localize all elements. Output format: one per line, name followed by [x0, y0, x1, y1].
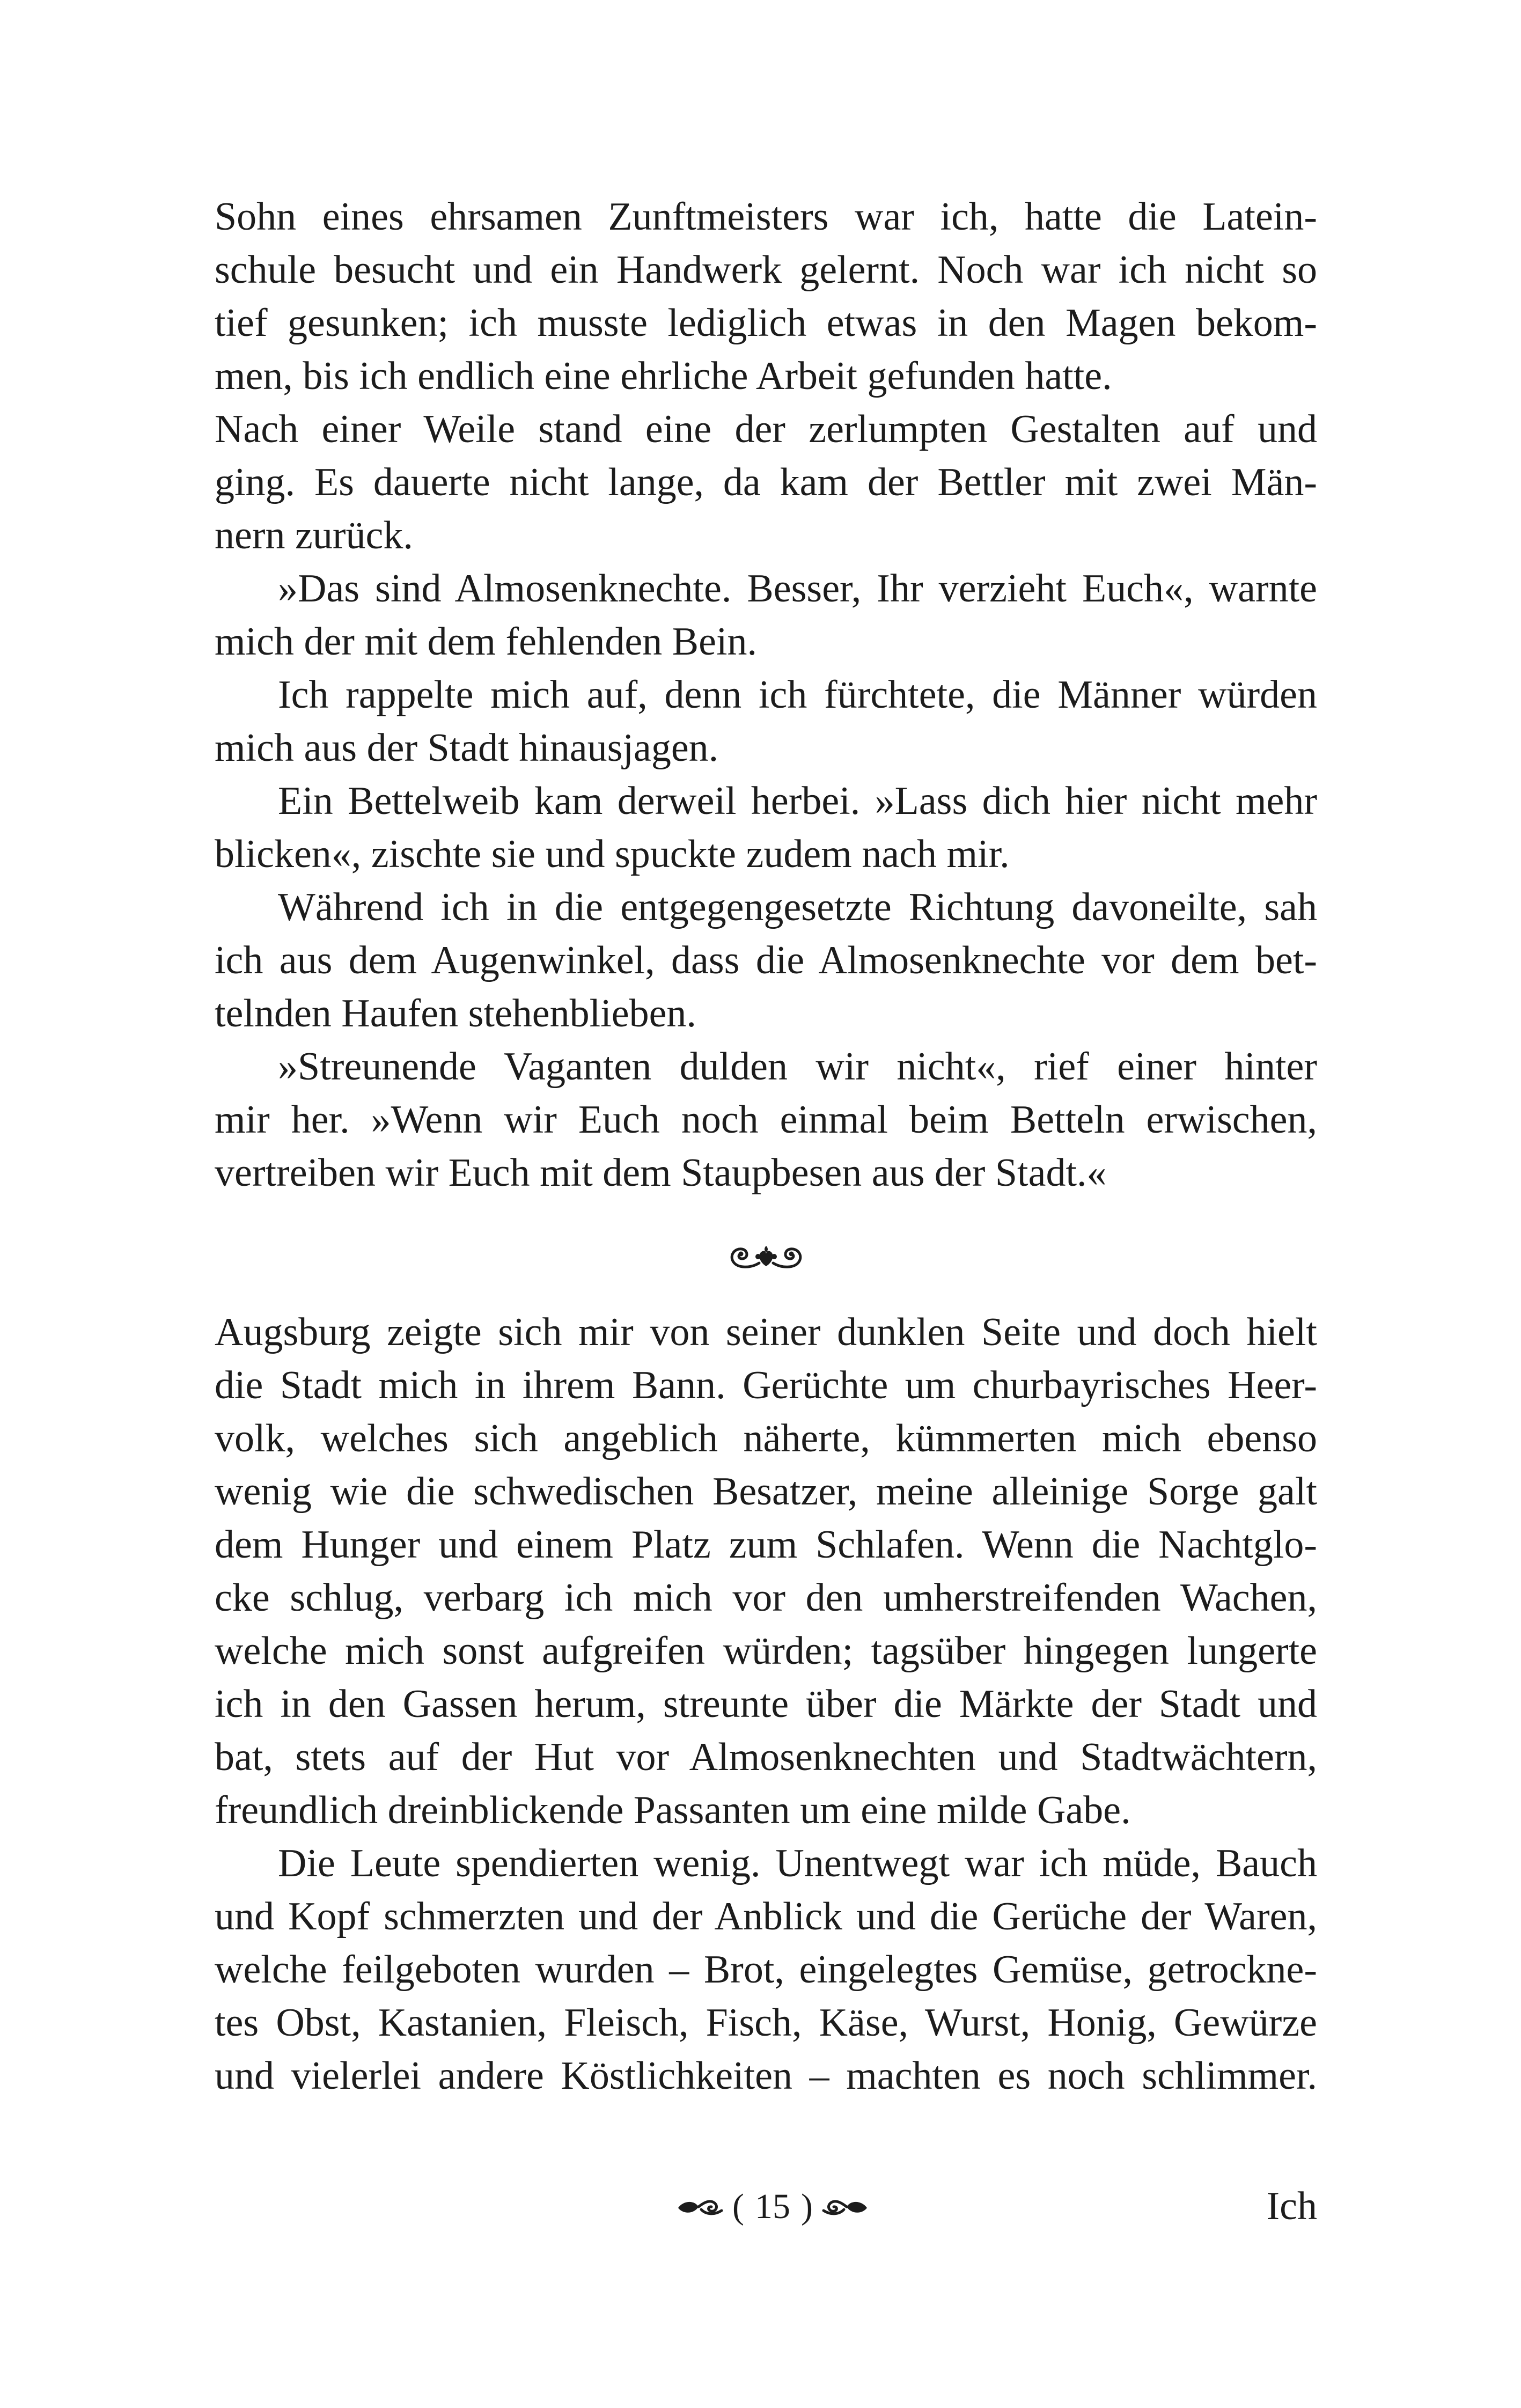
paragraph	[215, 1306, 1317, 1837]
text-line: und Kopf schmerzten und der Anblick und die Gerüche der Waren,	[215, 1895, 1317, 1939]
text-line: cke schlug, verbarg ich mich vor den umherstreifenden Wachen,	[215, 1576, 1317, 1620]
text-line: ging. Es dauerte nicht lange, da kam der Bettler mit zwei Män-	[215, 460, 1317, 504]
paragraph	[215, 562, 1317, 669]
text-line: freundlich dreinblickende Passanten um eine milde Gabe.	[215, 1788, 1131, 1832]
paragraph	[215, 881, 1317, 1040]
text-line: Augsburg zeigte sich mir von seiner dunklen Seite und doch hielt	[215, 1310, 1317, 1354]
text-line: Die Leute spendierten wenig. Unentwegt war ich müde, Bauch	[278, 1841, 1317, 1885]
paragraph	[215, 403, 1317, 562]
text-line: ich aus dem Augenwinkel, dass die Almosenknechte vor dem bet-	[215, 938, 1317, 982]
text-line: Ich rappelte mich auf, denn ich fürchtete, die Männer würden	[278, 673, 1317, 717]
text-line: »Streunende Vaganten dulden wir nicht«, rief einer hinter	[278, 1045, 1317, 1089]
text-line: schule besucht und ein Handwerk gelernt. Noch war ich nicht so	[215, 248, 1317, 292]
text-line: Sohn eines ehrsamen Zunftmeisters war ich, hatte die Latein-	[215, 195, 1317, 239]
text-line: blicken«, zischte sie und spuckte zudem nach mir.	[215, 832, 1010, 876]
text-line: Ein Bettelweib kam derweil herbei. »Lass dich hier nicht mehr	[278, 779, 1317, 823]
text-line: welche mich sonst aufgreifen würden; tagsüber hingegen lungerte	[215, 1629, 1317, 1673]
paragraph	[215, 1040, 1317, 1200]
page-number-bracket-open: (	[732, 2187, 744, 2226]
text-block	[215, 190, 1317, 2103]
text-line: und vielerlei andere Köstlichkeiten – machten es noch schlimmer.	[215, 2054, 1317, 2098]
text-line: Während ich in die entgegengesetzte Richtung davoneilte, sah	[278, 885, 1317, 929]
text-line: die Stadt mich in ihrem Bann. Gerüchte um churbayrisches Heer-	[215, 1363, 1317, 1407]
leaf-scroll-left-icon	[677, 2195, 726, 2219]
text-line: Nach einer Weile stand eine der zerlumpten Gestalten auf und	[215, 407, 1317, 451]
page-number: 15	[755, 2187, 790, 2226]
text-line: tief gesunken; ich musste lediglich etwas in den Magen bekom-	[215, 301, 1317, 345]
catchword: Ich	[1266, 2184, 1317, 2228]
page-number-bracket-close: )	[801, 2187, 813, 2226]
text-line: wenig wie die schwedischen Besatzer, meine alleinige Sorge galt	[215, 1470, 1317, 1514]
text-line: men, bis ich endlich eine ehrliche Arbeit gefunden hatte.	[215, 354, 1112, 398]
text-line: mir her. »Wenn wir Euch noch einmal beim Betteln erwischen,	[215, 1098, 1317, 1142]
paragraph	[215, 775, 1317, 881]
text-line: welche feilgeboten wurden – Brot, eingelegtes Gemüse, getrockne-	[215, 1948, 1317, 1992]
text-section	[215, 1306, 1317, 2103]
text-line: dem Hunger und einem Platz zum Schlafen. Wenn die Nachtglo-	[215, 1523, 1317, 1567]
text-line: bat, stets auf der Hut vor Almosenknechten und Stadtwächtern,	[215, 1735, 1317, 1779]
text-line: vertreiben wir Euch mit dem Staupbesen aus der Stadt.«	[215, 1151, 1107, 1195]
paragraph	[215, 1837, 1317, 2103]
page-footer	[665, 2180, 880, 2233]
text-line: volk, welches sich angeblich näherte, kümmerten mich ebenso	[215, 1416, 1317, 1460]
leaf-scroll-right-icon	[819, 2195, 869, 2219]
text-line: mich der mit dem fehlenden Bein.	[215, 620, 758, 664]
paragraph	[215, 190, 1317, 403]
text-line: nern zurück.	[215, 513, 413, 557]
text-line: »Das sind Almosenknechte. Besser, Ihr verzieht Euch«, warnte	[278, 567, 1317, 611]
text-line: ich in den Gassen herum, streunte über die Märkte der Stadt und	[215, 1682, 1317, 1726]
section-break	[215, 1200, 1317, 1306]
fleuron-ornament-icon	[726, 1240, 806, 1273]
text-line: mich aus der Stadt hinausjagen.	[215, 726, 719, 770]
text-section	[215, 190, 1317, 1200]
text-line: tes Obst, Kastanien, Fleisch, Fisch, Käse, Wurst, Honig, Gewürze	[215, 2001, 1317, 2045]
paragraph	[215, 669, 1317, 775]
text-line: telnden Haufen stehenblieben.	[215, 992, 696, 1036]
